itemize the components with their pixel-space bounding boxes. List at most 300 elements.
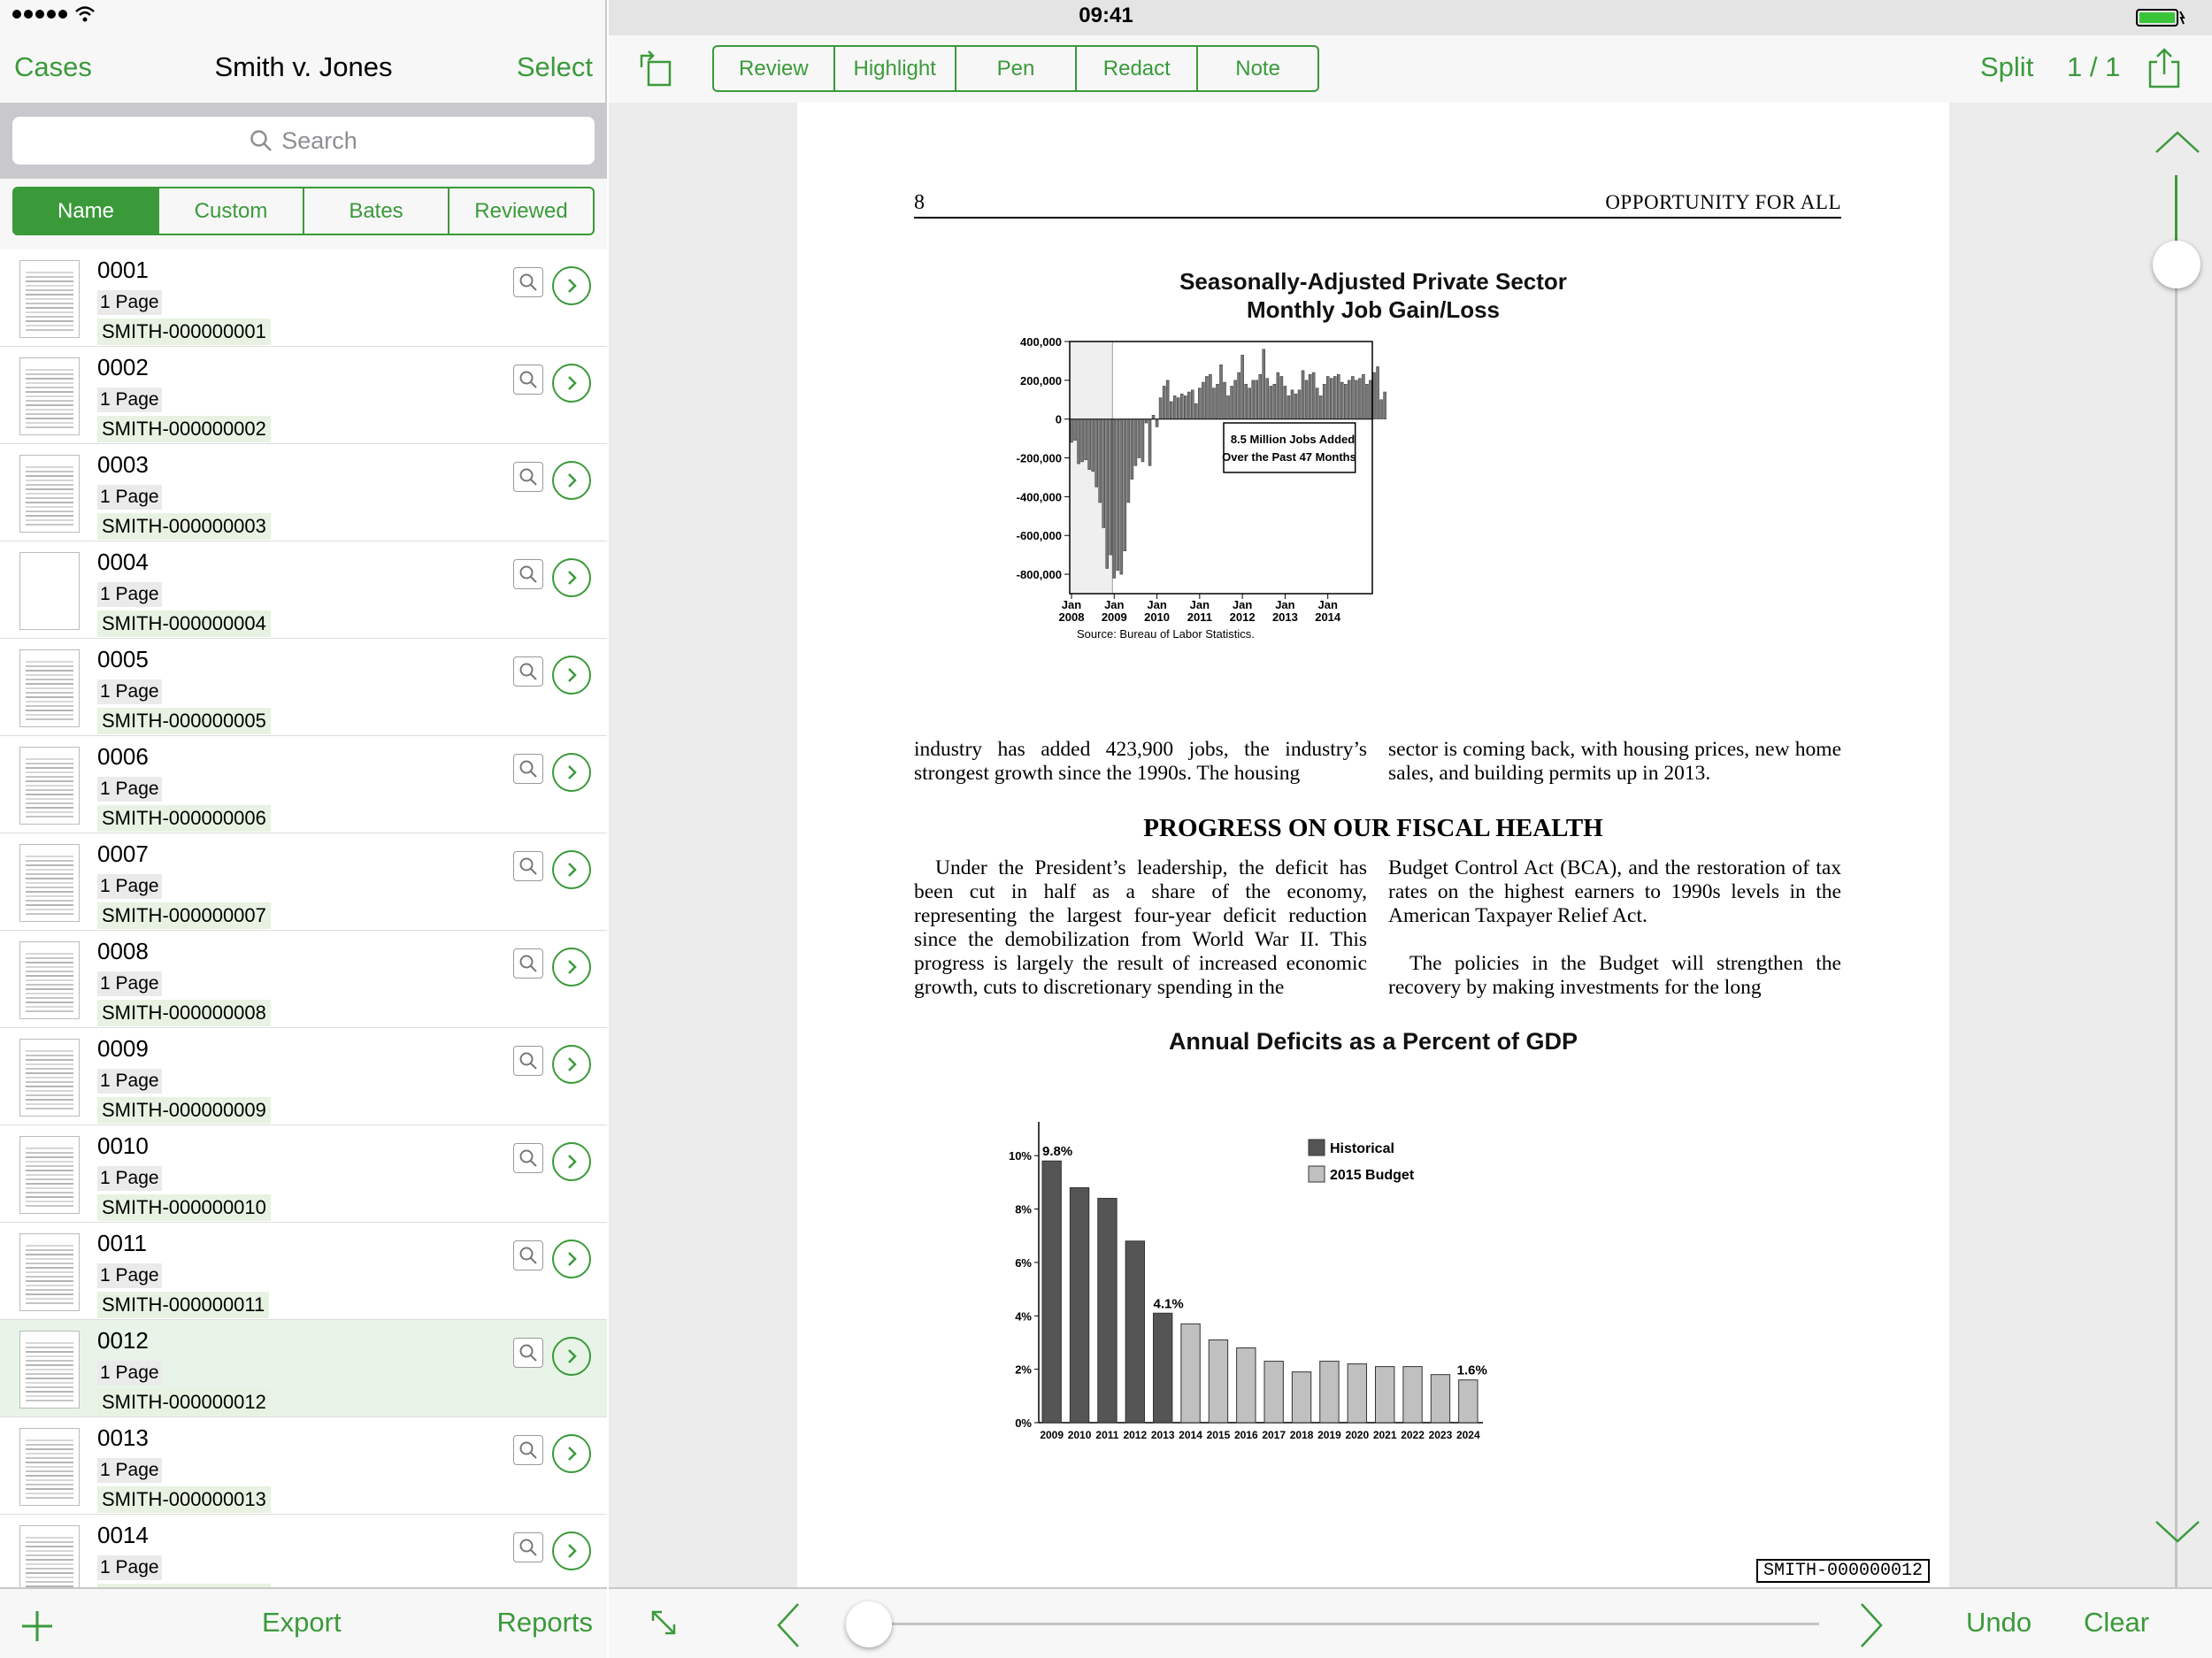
job-bar <box>1099 419 1102 503</box>
x-tick-label: 2017 <box>1262 1429 1286 1441</box>
page-count: 1 Page <box>97 1263 162 1288</box>
deficit-bar <box>1403 1367 1422 1423</box>
page-count: 1 Page <box>97 388 162 412</box>
preview-icon[interactable] <box>513 851 543 881</box>
job-bar <box>1316 388 1318 419</box>
job-bar <box>1384 392 1386 419</box>
page-counter: 1 / 1 <box>2067 51 2121 82</box>
job-bar <box>1224 382 1226 419</box>
bates-number: SMITH-000000012 <box>97 1389 271 1416</box>
reports-button[interactable]: Reports <box>496 1607 593 1638</box>
page-count: 1 Page <box>97 874 162 899</box>
y-tick-label: 400,000 <box>1020 335 1062 349</box>
x-tick-label: Jan <box>1275 598 1295 611</box>
document-number: 0012 <box>97 1327 149 1354</box>
y-tick-label: -400,000 <box>1016 490 1062 504</box>
preview-icon[interactable] <box>513 1435 543 1465</box>
job-bar <box>1163 386 1165 418</box>
left-navbar <box>0 35 607 103</box>
x-tick-label: 2024 <box>1455 1429 1480 1441</box>
open-document-icon[interactable] <box>552 364 591 403</box>
document-row[interactable] <box>0 1125 607 1223</box>
document-number: 0002 <box>97 354 149 380</box>
document-row[interactable] <box>0 541 607 639</box>
page-up-icon[interactable] <box>2154 129 2201 156</box>
job-bar <box>1088 419 1091 470</box>
segment-reviewed[interactable]: Reviewed <box>474 198 568 223</box>
job-bar <box>1078 419 1080 464</box>
document-row[interactable] <box>0 931 607 1028</box>
tool-note[interactable]: Note <box>1235 56 1280 81</box>
x-tick-label: 2013 <box>1271 610 1298 624</box>
x-tick-label: Jan <box>1147 598 1167 611</box>
page-down-icon[interactable] <box>2154 1518 2201 1545</box>
job-bar <box>1355 380 1357 419</box>
document-row[interactable] <box>0 736 607 833</box>
job-bar <box>1106 419 1109 569</box>
job-bar <box>1177 398 1179 419</box>
deficit-bar <box>1181 1324 1200 1423</box>
preview-icon[interactable] <box>513 1240 543 1270</box>
job-bar <box>1326 376 1329 418</box>
x-tick-label: 2010 <box>1067 1429 1092 1441</box>
job-bar <box>1245 384 1248 418</box>
job-bar <box>1095 419 1098 487</box>
page-count: 1 Page <box>97 777 162 802</box>
job-bar <box>1241 355 1244 418</box>
document-number: 0008 <box>97 938 149 964</box>
data-label: 1.6% <box>1456 1362 1487 1378</box>
paragraph-2-right-a: Budget Control Act (BCA), and the restoration of tax rates on the highest earners to 1990s levels in the American Taxpayer Relief Act. <box>1388 856 1841 927</box>
bates-number: SMITH-000000008 <box>97 1000 271 1026</box>
open-document-icon[interactable] <box>552 461 591 500</box>
job-bar <box>1294 394 1297 419</box>
job-bar <box>1259 374 1262 418</box>
open-document-icon[interactable] <box>552 948 591 986</box>
x-tick-label: 2009 <box>1040 1429 1064 1441</box>
undo-button[interactable]: Undo <box>1966 1607 2032 1638</box>
job-bar <box>1312 372 1315 419</box>
document-list-panel <box>0 0 607 1658</box>
document-row[interactable] <box>0 444 607 541</box>
page-count: 1 Page <box>97 971 162 996</box>
paragraph-1-right: sector is coming back, with housing prices, new home sales, and building permits up in 2013. <box>1388 738 1841 785</box>
tool-review[interactable]: Review <box>714 47 835 90</box>
x-tick-label: 2018 <box>1289 1429 1314 1441</box>
job-bar <box>1092 419 1094 472</box>
x-tick-label: 2011 <box>1095 1429 1119 1441</box>
x-tick-label: 2014 <box>1315 610 1341 624</box>
sort-segmented-control <box>12 187 595 235</box>
legend-label: 2015 Budget <box>1330 1168 1415 1183</box>
document-number: 0004 <box>97 549 149 575</box>
paragraph-2-right-b: The policies in the Budget will strengthen the recovery by making investments for the long <box>1388 952 1841 999</box>
cases-button[interactable]: Cases <box>14 51 92 82</box>
chart1-title-line1: Seasonally-Adjusted Private Sector <box>1179 268 1567 295</box>
job-bar <box>1170 402 1172 419</box>
add-icon[interactable] <box>19 1608 55 1644</box>
job-bar <box>1074 419 1077 441</box>
deficit-bar <box>1431 1375 1449 1423</box>
chart1-title <box>797 267 1949 324</box>
chart1-title-line2: Monthly Job Gain/Loss <box>1246 296 1500 323</box>
segment-bates[interactable]: Bates <box>304 188 449 234</box>
job-bar <box>1256 380 1258 419</box>
search-input[interactable] <box>12 117 595 165</box>
document-number: 0005 <box>97 646 149 672</box>
job-bar <box>1159 398 1162 419</box>
bates-number: SMITH-000000003 <box>97 513 271 540</box>
search-placeholder: Search <box>281 127 357 154</box>
job-bar <box>1113 419 1116 579</box>
job-bar <box>1252 380 1255 419</box>
legend-swatch <box>1309 1140 1325 1155</box>
deficit-bar <box>1070 1187 1088 1423</box>
y-tick-label: 6% <box>1015 1255 1032 1270</box>
next-document-icon[interactable] <box>1858 1601 1885 1649</box>
document-row[interactable] <box>0 1223 607 1320</box>
x-tick-label: 2014 <box>1179 1429 1202 1441</box>
preview-icon[interactable] <box>513 754 543 784</box>
job-bar <box>1373 372 1376 419</box>
job-bar <box>1102 419 1105 528</box>
document-thumbnail <box>19 747 80 825</box>
document-scrubber-knob[interactable] <box>846 1601 892 1647</box>
search-bar <box>0 103 607 179</box>
x-tick-label: Jan <box>1104 598 1125 611</box>
job-bar <box>1156 419 1158 427</box>
job-bar <box>1120 419 1123 574</box>
job-bar <box>1298 390 1301 419</box>
preview-icon[interactable] <box>513 365 543 395</box>
bates-stamp: SMITH-000000012 <box>1756 1559 1930 1583</box>
split-button[interactable]: Split <box>1980 51 2034 82</box>
y-tick-label: 10% <box>1008 1149 1032 1163</box>
y-tick-label: 0% <box>1015 1416 1032 1430</box>
deficit-bar <box>1264 1362 1283 1423</box>
open-document-icon[interactable] <box>552 558 591 597</box>
job-bar <box>1166 380 1169 419</box>
job-bar <box>1152 415 1155 418</box>
bates-number: SMITH-000000013 <box>97 1486 271 1513</box>
paragraph-2-left: Under the President’s leadership, the deficit has been cut in half as a share of the economy, representing the largest four-year deficit reduction since the demobilization from World War II. This progress is largely the result of increased economic growth, cuts to discretionary spending in the <box>914 856 1367 999</box>
y-tick-label: -600,000 <box>1016 529 1062 543</box>
page-count: 1 Page <box>97 679 162 704</box>
legend-swatch <box>1309 1166 1325 1182</box>
document-row[interactable] <box>0 1417 607 1515</box>
job-bar <box>1333 376 1336 418</box>
open-document-icon[interactable] <box>552 1045 591 1084</box>
rotate-icon[interactable] <box>637 48 674 88</box>
document-row[interactable] <box>0 347 607 444</box>
y-tick-label: 8% <box>1015 1202 1032 1217</box>
case-title: Smith v. Jones <box>214 51 393 82</box>
document-thumbnail <box>19 1428 80 1506</box>
document-number: 0009 <box>97 1035 149 1062</box>
document-number: 0011 <box>97 1230 147 1256</box>
data-label: 9.8% <box>1042 1144 1073 1160</box>
preview-icon[interactable] <box>513 656 543 687</box>
job-bar <box>1231 386 1233 418</box>
previous-document-icon[interactable] <box>775 1601 802 1649</box>
deficit-bar <box>1209 1339 1227 1423</box>
job-bar <box>1248 388 1251 419</box>
job-bar <box>1344 384 1347 418</box>
x-tick-label: 2012 <box>1229 610 1256 624</box>
tool-redact[interactable]: Redact <box>1077 47 1198 90</box>
x-tick-label: 2012 <box>1123 1429 1148 1441</box>
page-number: 8 <box>914 191 925 214</box>
document-thumbnail <box>19 260 80 338</box>
job-bar <box>1284 386 1286 418</box>
tool-highlight[interactable]: Highlight <box>835 47 956 90</box>
x-tick-label: 2016 <box>1233 1429 1258 1441</box>
x-tick-label: 2021 <box>1372 1429 1397 1441</box>
job-bar <box>1330 379 1333 419</box>
job-bar <box>1198 388 1201 419</box>
left-bottom-bar <box>0 1587 607 1658</box>
job-gain-loss-chart <box>956 324 1363 642</box>
bates-number: SMITH-000000006 <box>97 805 271 832</box>
job-bar <box>1358 379 1361 419</box>
job-bar <box>1219 365 1222 418</box>
job-bar <box>1369 380 1371 419</box>
job-bar <box>1365 384 1368 418</box>
job-bar <box>1273 384 1276 418</box>
y-tick-label: -200,000 <box>1016 451 1062 465</box>
x-tick-label: 2010 <box>1144 610 1171 624</box>
deficit-bar <box>1320 1362 1339 1423</box>
job-bar <box>1362 374 1364 418</box>
y-tick-label: 0 <box>1055 412 1062 426</box>
job-bar <box>1184 395 1187 418</box>
segment-custom[interactable]: Custom <box>159 188 304 234</box>
page-count: 1 Page <box>97 1166 162 1191</box>
deficit-bar <box>1098 1198 1117 1423</box>
scroll-knob[interactable] <box>2153 241 2200 288</box>
x-tick-label: Jan <box>1317 598 1338 611</box>
bates-number: SMITH-000000001 <box>97 319 271 345</box>
document-page <box>797 103 1949 1587</box>
open-document-icon[interactable] <box>552 1434 591 1473</box>
y-tick-label: 200,000 <box>1020 373 1062 388</box>
page-count: 1 Page <box>97 485 162 510</box>
job-bar <box>1081 419 1084 462</box>
job-bar <box>1291 390 1294 419</box>
job-bar <box>1134 419 1137 466</box>
x-tick-label: 2009 <box>1101 610 1127 624</box>
sort-segment-bar <box>0 179 607 249</box>
open-document-icon[interactable] <box>552 656 591 695</box>
open-document-icon[interactable] <box>552 266 591 305</box>
document-row[interactable] <box>0 639 607 736</box>
document-thumbnail <box>19 1233 80 1311</box>
document-thumbnail <box>19 1039 80 1117</box>
job-bar <box>1337 374 1340 418</box>
job-bar <box>1148 419 1151 466</box>
job-bar <box>1266 379 1269 419</box>
job-bar <box>1117 419 1119 571</box>
preview-icon[interactable] <box>513 1046 543 1076</box>
document-number: 0001 <box>97 257 149 283</box>
running-title: OPPORTUNITY FOR ALL <box>1605 191 1841 213</box>
open-document-icon[interactable] <box>552 753 591 792</box>
deficit-bar <box>1459 1380 1478 1423</box>
document-thumbnail <box>19 941 80 1019</box>
document-row[interactable] <box>0 1320 607 1417</box>
bates-number: SMITH-000000007 <box>97 902 271 929</box>
deficit-bar <box>1042 1161 1061 1423</box>
page-count: 1 Page <box>97 1361 162 1386</box>
tool-pen[interactable]: Pen <box>956 47 1078 90</box>
viewer-bottom-bar <box>609 1587 2212 1658</box>
clear-button[interactable]: Clear <box>2084 1607 2150 1638</box>
job-bar <box>1205 376 1208 418</box>
job-bar <box>1191 390 1194 419</box>
document-thumbnail <box>19 649 80 727</box>
job-bar <box>1124 419 1126 551</box>
job-bar <box>1110 419 1112 555</box>
job-bar <box>1238 372 1240 419</box>
bates-number: SMITH-000000010 <box>97 1194 271 1221</box>
open-document-icon[interactable] <box>552 1142 591 1181</box>
bates-number: SMITH-000000009 <box>97 1097 271 1124</box>
document-number: 0006 <box>97 743 149 770</box>
open-document-icon[interactable] <box>552 1337 591 1376</box>
job-bar <box>1234 380 1237 419</box>
preview-icon[interactable] <box>513 559 543 589</box>
x-tick-label: Jan <box>1061 598 1082 611</box>
x-tick-label: 2020 <box>1345 1429 1370 1441</box>
chart2-title: Annual Deficits as a Percent of GDP <box>1168 1028 1578 1055</box>
job-bar <box>1202 382 1204 419</box>
x-tick-label: 2022 <box>1401 1429 1425 1441</box>
document-thumbnail <box>19 1331 80 1409</box>
document-row[interactable] <box>0 1028 607 1125</box>
document-thumbnail <box>19 844 80 922</box>
job-bar <box>1377 367 1379 419</box>
deficit-bar <box>1292 1372 1310 1423</box>
viewer-panel <box>609 0 2212 1658</box>
expand-icon[interactable] <box>649 1608 678 1637</box>
preview-icon[interactable] <box>513 1143 543 1173</box>
job-bar <box>1180 394 1183 419</box>
open-document-icon[interactable] <box>552 1531 591 1570</box>
status-time: 09:41 <box>1079 4 1133 27</box>
legend-label: Historical <box>1330 1141 1394 1156</box>
job-bar <box>1302 371 1304 419</box>
bates-number: SMITH-000000004 <box>97 610 271 637</box>
job-bar <box>1319 395 1322 418</box>
job-bar <box>1348 380 1350 419</box>
deficit-bar <box>1376 1367 1394 1423</box>
segment-name[interactable]: Name <box>14 188 159 234</box>
annotation-line: Over the Past 47 Months <box>1222 450 1356 464</box>
deficit-bar <box>1125 1241 1144 1423</box>
document-number: 0003 <box>97 451 149 478</box>
job-bar <box>1277 372 1279 419</box>
y-tick-label: 4% <box>1015 1309 1032 1324</box>
x-tick-label: Jan <box>1189 598 1210 611</box>
preview-icon[interactable] <box>513 1532 543 1562</box>
document-list <box>0 249 607 1587</box>
document-row[interactable] <box>0 249 607 347</box>
job-bar <box>1280 376 1283 418</box>
export-button[interactable]: Export <box>262 1607 342 1638</box>
x-tick-label: 2015 <box>1206 1429 1231 1441</box>
document-thumbnail <box>19 357 80 435</box>
preview-icon[interactable] <box>513 1338 543 1368</box>
bates-number: SMITH-000000002 <box>97 416 271 442</box>
open-document-icon[interactable] <box>552 850 591 889</box>
header-rule <box>914 217 1841 219</box>
select-button[interactable]: Select <box>516 51 593 82</box>
annotation-tools <box>712 45 1319 92</box>
paragraph-1-left: industry has added 423,900 jobs, the industry’s strongest growth since the 1990s. The housing <box>914 738 1367 785</box>
open-document-icon[interactable] <box>552 1240 591 1278</box>
battery-icon <box>2136 8 2185 27</box>
x-tick-label: Jan <box>1232 598 1253 611</box>
document-thumbnail <box>19 1136 80 1214</box>
job-bar <box>1216 384 1218 418</box>
job-bar <box>1227 395 1230 418</box>
document-thumbnail <box>19 455 80 533</box>
job-bar <box>1287 395 1290 418</box>
page-count: 1 Page <box>97 1555 162 1580</box>
bates-number: SMITH-000000011 <box>97 1292 269 1318</box>
job-bar <box>1351 376 1354 418</box>
search-icon <box>250 129 273 152</box>
document-thumbnail <box>19 552 80 630</box>
preview-icon[interactable] <box>513 267 543 297</box>
page-count: 1 Page <box>97 290 162 315</box>
x-tick-label: 2013 <box>1150 1429 1175 1441</box>
deficit-bar <box>1154 1313 1172 1423</box>
preview-icon[interactable] <box>513 462 543 492</box>
annotation-line: 8.5 Million Jobs Added <box>1230 433 1356 446</box>
job-bar <box>1212 388 1215 419</box>
bates-number: SMITH-000000005 <box>97 708 271 734</box>
status-bar <box>0 0 2212 35</box>
viewer-toolbar <box>609 35 2212 103</box>
section-title: PROGRESS ON OUR FISCAL HEALTH <box>1143 814 1603 842</box>
x-tick-label: 2019 <box>1317 1429 1341 1441</box>
job-bar <box>1145 419 1148 423</box>
job-bar <box>1127 419 1130 503</box>
document-row[interactable] <box>0 833 607 931</box>
document-number: 0014 <box>97 1522 149 1548</box>
job-bar <box>1194 403 1197 419</box>
deficit-bar <box>1348 1364 1366 1423</box>
job-bar <box>1340 382 1343 419</box>
page-count: 1 Page <box>97 582 162 607</box>
document-number: 0007 <box>97 841 149 867</box>
job-bar <box>1309 374 1311 418</box>
x-tick-label: 2008 <box>1058 610 1085 624</box>
document-number: 0013 <box>97 1424 149 1451</box>
job-bar <box>1305 380 1308 419</box>
job-bar <box>1131 419 1133 480</box>
deficit-chart <box>974 1094 1505 1554</box>
document-number: 0010 <box>97 1132 149 1159</box>
x-tick-label: 2023 <box>1428 1429 1453 1441</box>
data-label: 4.1% <box>1153 1296 1184 1312</box>
share-icon[interactable] <box>2147 46 2182 90</box>
job-bar <box>1187 392 1190 419</box>
job-bar <box>1263 349 1265 419</box>
preview-icon[interactable] <box>513 948 543 979</box>
job-bar <box>1141 419 1144 462</box>
